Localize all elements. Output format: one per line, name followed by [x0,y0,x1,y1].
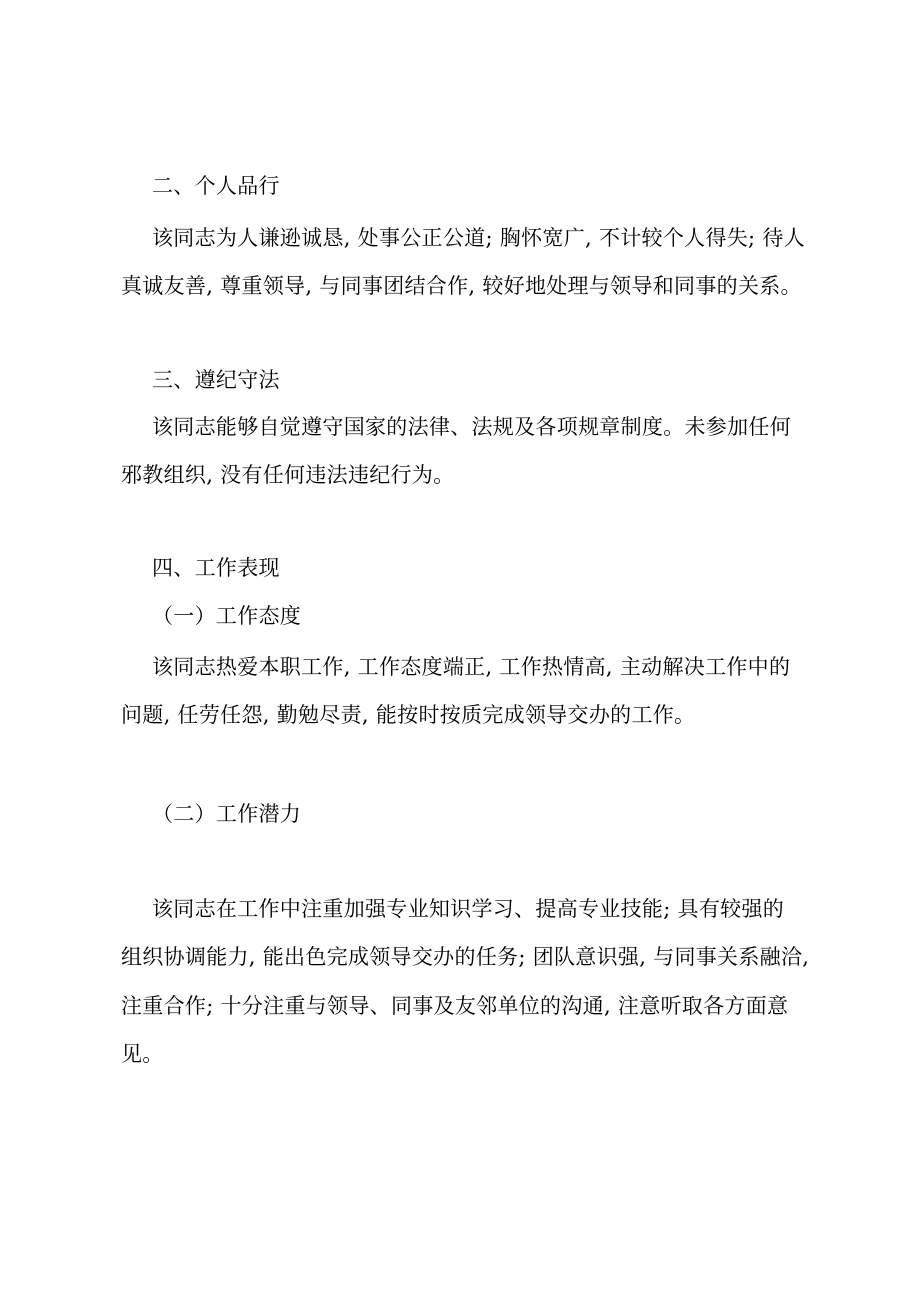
paragraph-line: 该同志热爱本职工作, 工作态度端正, 工作热情高, 主动解决工作中的 [152,655,791,679]
paragraph-line: 注重合作; 十分注重与领导、同事及友邻单位的沟通, 注意听取各方面意 [121,994,789,1018]
paragraph-line: 见。 [121,1042,164,1066]
paragraph-line: 真诚友善, 尊重领导, 与同事团结合作, 较好地处理与领导和同事的关系。 [121,274,802,298]
subsection-heading-work-attitude: （一）工作态度 [152,604,302,628]
section-heading-work-performance: 四、工作表现 [152,556,280,580]
paragraph-line: 邪教组织, 没有任何违法违纪行为。 [121,463,455,487]
paragraph-line: 该同志在工作中注重加强专业知识学习、提高专业技能; 具有较强的 [152,897,785,921]
subsection-heading-work-potential: （二）工作潜力 [152,802,302,826]
paragraph-line: 组织协调能力, 能出色完成领导交办的任务; 团队意识强, 与同事关系融洽, [121,945,810,969]
section-heading-personal-conduct: 二、个人品行 [152,174,280,198]
paragraph-line: 该同志为人谦逊诚恳, 处事公正公道; 胸怀宽广, 不计较个人得失; 待人 [152,226,805,250]
section-heading-law-abiding: 三、遵纪守法 [152,368,280,392]
paragraph-line: 问题, 任劳任怨, 勤勉尽责, 能按时按质完成领导交办的工作。 [121,703,696,727]
paragraph-line: 该同志能够自觉遵守国家的法律、法规及各项规章制度。未参加任何 [152,415,791,439]
